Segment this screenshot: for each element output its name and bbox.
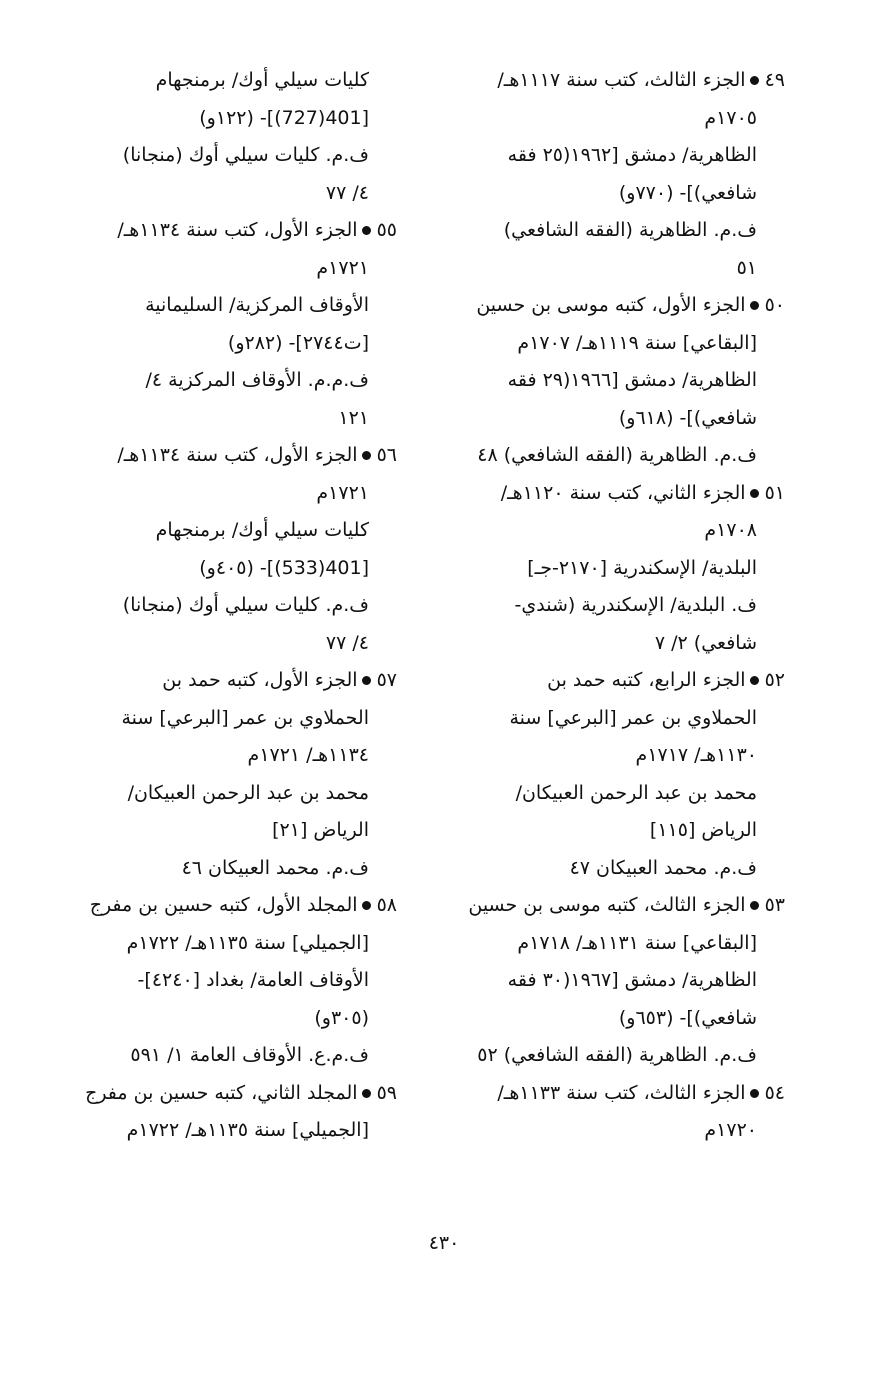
entry-line <box>52 925 397 963</box>
entry-line <box>52 362 397 400</box>
catalog-entry <box>440 1075 785 1150</box>
entry-text: ف.م. الظاهرية (الفقه الشافعي) <box>503 219 757 241</box>
entry-line <box>52 700 397 738</box>
entry-text: الأوقاف العامة/ بغداد [٤٢٤٠]- <box>137 969 369 991</box>
entry-text: ١٧٢٠م <box>704 1119 757 1141</box>
entry-text: الظاهرية/ دمشق [١٩٦٢(٢٥ فقه <box>507 144 757 166</box>
entry-line <box>52 962 397 1000</box>
entry-line <box>52 437 397 475</box>
entry-text: [الجميلي] سنة ١١٣٥هـ/ ١٧٢٢م <box>126 1119 369 1141</box>
entry-text: الأوقاف المركزية/ السليمانية <box>145 294 369 316</box>
catalog-entry <box>440 475 785 663</box>
right-column <box>440 62 785 1150</box>
entry-line <box>52 850 397 888</box>
entry-line <box>440 100 785 138</box>
entry-line <box>52 887 397 925</box>
entry-text: الجزء الثالث، كتبه موسى بن حسين <box>468 894 746 916</box>
catalog-entry <box>440 62 785 287</box>
entry-line <box>440 62 785 100</box>
entry-text: ف.م. محمد العبيكان ٤٧ <box>569 856 757 879</box>
entry-text: ١١٣٠هـ/ ١٧١٧م <box>635 744 757 766</box>
entry-text: الحملاوي بن عمر [البرعي] سنة <box>509 706 757 729</box>
entry-text: (٣٠٥و) <box>314 1006 369 1029</box>
entry-line <box>440 775 785 813</box>
entry-text: ١٧٠٨م <box>704 519 757 541</box>
entry-text: الجزء الثاني، كتب سنة ١١٢٠هـ/ <box>500 481 746 504</box>
entry-line <box>440 212 785 250</box>
entry-line <box>52 662 397 700</box>
entry-text: شافعي)]- (٧٧٠و) <box>618 181 757 204</box>
bullet-icon <box>750 901 759 910</box>
entry-line <box>52 1112 397 1150</box>
entry-line <box>440 850 785 888</box>
entry-text: الجزء الأول، كتب سنة ١١٣٤هـ/ <box>117 444 358 466</box>
entry-line <box>440 587 785 625</box>
entry-line <box>440 1037 785 1075</box>
entry-line <box>52 1000 397 1038</box>
entry-text: الجزء الأول، كتب سنة ١١٣٤هـ/ <box>117 219 358 241</box>
bullet-icon <box>362 676 371 685</box>
entry-line <box>440 175 785 213</box>
entry-line <box>52 737 397 775</box>
bullet-icon <box>750 676 759 685</box>
entry-text: [الجميلي] سنة ١١٣٥هـ/ ١٧٢٢م <box>126 931 369 954</box>
catalog-entry <box>52 212 397 437</box>
entry-text: [401(727)]- (١٢٢و) <box>199 106 369 129</box>
entry-line <box>52 212 397 250</box>
catalog-entry <box>52 1075 397 1150</box>
entry-line <box>52 812 397 850</box>
entry-number: ٥١ <box>764 481 785 504</box>
entry-line <box>440 737 785 775</box>
entry-line <box>52 250 397 288</box>
entry-line <box>440 812 785 850</box>
left-column <box>52 62 397 1150</box>
entry-text: ٤/ ٧٧ <box>325 181 369 204</box>
entry-number: ٥٧ <box>376 669 397 691</box>
entry-line <box>440 625 785 663</box>
entry-number: ٥٠ <box>764 294 785 316</box>
entry-text: المجلد الثاني، كتبه حسين بن مفرج <box>85 1081 358 1104</box>
entry-line <box>52 400 397 438</box>
entry-text: ف.م. الظاهرية (الفقه الشافعي) ٥٢ <box>477 1044 757 1066</box>
entry-text: ف.م. الظاهرية (الفقه الشافعي) ٤٨ <box>477 444 757 466</box>
entry-line <box>440 1112 785 1150</box>
catalog-entry <box>52 437 397 662</box>
entry-line <box>440 137 785 175</box>
entry-line <box>440 887 785 925</box>
entry-text: ف.م. كليات سيلي أوك (منجانا) <box>122 144 369 166</box>
entry-line <box>52 175 397 213</box>
entry-line <box>440 325 785 363</box>
entry-text: الظاهرية/ دمشق [١٩٦٦(٢٩ فقه <box>507 369 757 391</box>
entry-text: الجزء الأول، كتبه حمد بن <box>162 669 358 691</box>
entry-number: ٥٥ <box>376 219 397 241</box>
entry-text: ١٧٠٥م <box>704 106 757 129</box>
entry-line <box>52 100 397 138</box>
entry-line <box>52 137 397 175</box>
entry-line <box>52 1075 397 1113</box>
entry-text: ف.م.ع. الأوقاف العامة ١/ ٥٩١ <box>130 1044 369 1066</box>
page-number: ٤٣٠ <box>428 1232 460 1254</box>
entry-text: ف.م. كليات سيلي أوك (منجانا) <box>122 594 369 616</box>
entry-text: [البقاعي] سنة ١١١٩هـ/ ١٧٠٧م <box>517 331 757 354</box>
entry-number: ٥٩ <box>376 1081 397 1104</box>
entry-line <box>52 325 397 363</box>
entry-line <box>440 250 785 288</box>
entry-line <box>52 625 397 663</box>
entry-text: ١٧٢١م <box>316 481 369 504</box>
entry-text: ١٢١ <box>338 406 369 429</box>
entry-text: محمد بن عبد الرحمن العبيكان/ <box>515 781 757 804</box>
entry-text: شافعي)]- (٦٥٣و) <box>618 1006 757 1029</box>
entry-number: ٥٤ <box>764 1081 785 1104</box>
entry-number: ٥٦ <box>376 444 397 466</box>
entry-text: [البقاعي] سنة ١١٣١هـ/ ١٧١٨م <box>517 931 757 954</box>
entry-text: ف. البلدية/ الإسكندرية (شندي- <box>514 594 757 616</box>
entry-line <box>440 550 785 588</box>
entry-text: الجزء الرابع، كتبه حمد بن <box>547 669 746 691</box>
entry-line <box>440 287 785 325</box>
entry-line <box>52 475 397 513</box>
entry-line <box>52 775 397 813</box>
entry-text: شافعي)]- (٦١٨و) <box>618 406 757 429</box>
bullet-icon <box>750 76 759 85</box>
catalog-entry <box>52 887 397 1075</box>
entry-text: الجزء الثالث، كتب سنة ١١٣٣هـ/ <box>497 1081 746 1104</box>
entry-line <box>440 1075 785 1113</box>
entry-text: البلدية/ الإسكندرية [٢١٧٠-جـ] <box>527 556 757 579</box>
entry-line <box>440 437 785 475</box>
entry-text: كليات سيلي أوك/ برمنجهام <box>155 69 369 91</box>
entry-text: الظاهرية/ دمشق [١٩٦٧(٣٠ فقه <box>507 969 757 991</box>
entry-line <box>440 512 785 550</box>
entry-text: [ت٢٧٤٤]- (٢٨٢و) <box>227 331 369 354</box>
entry-line <box>440 662 785 700</box>
entry-text: [401(533)]- (٤٠٥و) <box>199 556 369 579</box>
entry-text: ٥١ <box>736 256 757 279</box>
entry-line <box>52 512 397 550</box>
entry-text: شافعي) ٢/ ٧ <box>654 631 757 654</box>
entry-text: المجلد الأول، كتبه حسين بن مفرج <box>89 894 358 916</box>
entry-line <box>440 362 785 400</box>
catalog-entry <box>52 62 397 212</box>
bullet-icon <box>362 901 371 910</box>
entry-line <box>52 550 397 588</box>
entry-text: ف.م. محمد العبيكان ٤٦ <box>181 856 369 879</box>
entry-line <box>440 700 785 738</box>
entry-text: محمد بن عبد الرحمن العبيكان/ <box>127 781 369 804</box>
entry-text: ٤/ ٧٧ <box>325 631 369 654</box>
bullet-icon <box>750 1089 759 1098</box>
entry-line <box>440 1000 785 1038</box>
entry-line <box>440 400 785 438</box>
bullet-icon <box>362 451 371 460</box>
bullet-icon <box>362 226 371 235</box>
entry-text: ١٧٢١م <box>316 256 369 279</box>
entry-text: ١١٣٤هـ/ ١٧٢١م <box>247 744 369 766</box>
entry-number: ٥٨ <box>376 894 397 916</box>
catalog-entry <box>440 887 785 1075</box>
entry-number: ٥٣ <box>764 894 785 916</box>
entry-text: الرياض [١١٥] <box>649 819 757 841</box>
entry-text: كليات سيلي أوك/ برمنجهام <box>155 519 369 541</box>
catalog-entry <box>440 662 785 887</box>
entry-text: الرياض [٢١] <box>272 819 369 841</box>
entry-line <box>52 287 397 325</box>
bullet-icon <box>362 1089 371 1098</box>
entry-line <box>52 1037 397 1075</box>
catalog-entry <box>52 662 397 887</box>
entry-number: ٤٩ <box>764 69 785 91</box>
entry-line <box>440 925 785 963</box>
entry-number: ٥٢ <box>764 669 785 691</box>
entry-line <box>52 587 397 625</box>
entry-text: الجزء الأول، كتبه موسى بن حسين <box>476 294 746 316</box>
entry-text: الحملاوي بن عمر [البرعي] سنة <box>121 706 369 729</box>
entry-line <box>52 62 397 100</box>
catalog-entry <box>440 287 785 475</box>
bullet-icon <box>750 489 759 498</box>
entry-text: ف.م.م. الأوقاف المركزية ٤/ <box>145 369 369 391</box>
entry-line <box>440 962 785 1000</box>
bullet-icon <box>750 301 759 310</box>
entry-line <box>440 475 785 513</box>
entry-text: الجزء الثالث، كتب سنة ١١١٧هـ/ <box>497 69 746 91</box>
